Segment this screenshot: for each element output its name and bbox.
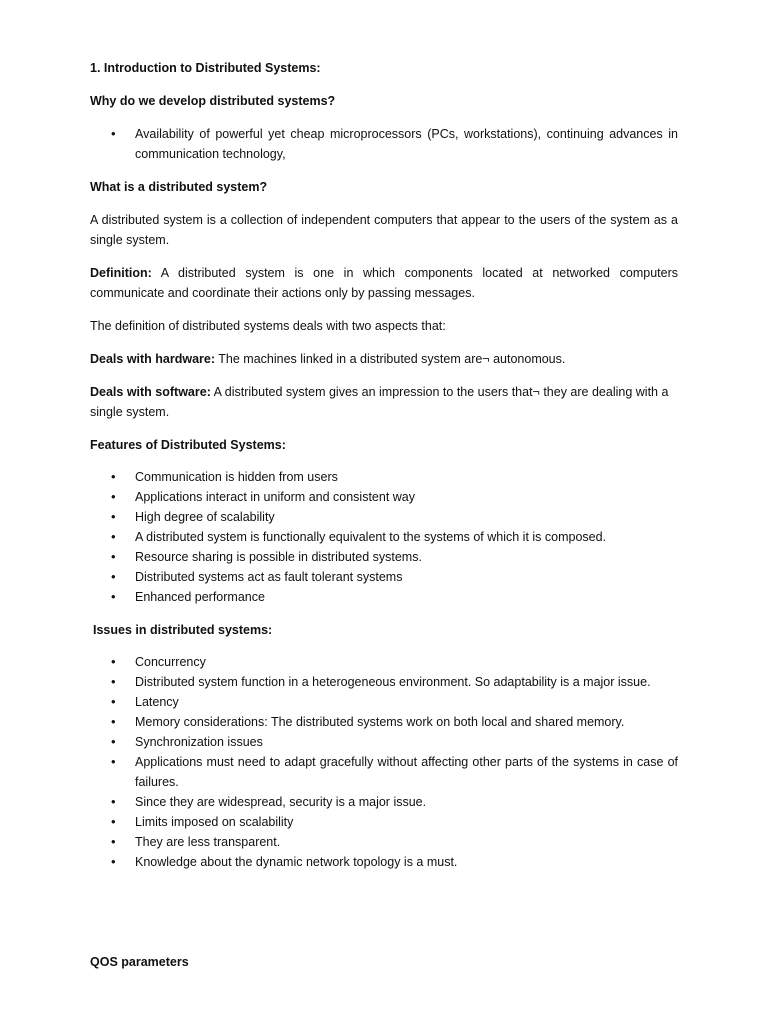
list-item-text: Distributed system function in a heterogeneous environment. So adaptability is a major issue. [135,675,651,689]
list-item [90,587,678,607]
issues-heading: Issues in distributed systems: [93,623,273,637]
issues-list [90,652,678,872]
bullet-icon: • [111,549,116,564]
software-label: Deals with software: [90,385,211,399]
qos-heading: QOS parameters [90,955,189,969]
features-heading: Features of Distributed Systems: [90,438,286,452]
why-list [90,124,678,164]
bullet-icon: • [111,509,116,524]
list-item-text: Distributed systems act as fault tolerant systems [135,570,403,584]
software-text: A distributed system gives an impression to the users that¬ they are dealing with a single system. [90,385,669,419]
list-item-text: High degree of scalability [135,510,275,524]
list-item [90,732,678,752]
bullet-icon: • [111,469,116,484]
list-item-text: Enhanced performance [135,590,265,604]
list-item [90,507,678,527]
list-item-text: Limits imposed on scalability [135,815,294,829]
bullet-icon: • [111,834,116,849]
list-item [90,692,678,712]
features-list [90,467,678,607]
definition-paragraph [90,263,678,303]
aspects-paragraph: The definition of distributed systems deals with two aspects that: [90,319,446,333]
section-title: 1. Introduction to Distributed Systems: [90,61,321,75]
bullet-icon: • [111,854,116,869]
software-paragraph [90,382,678,422]
list-item [90,547,678,567]
what-paragraph: A distributed system is a collection of independent computers that appear to the users of the system as a single system. [90,213,678,247]
bullet-icon: • [111,694,116,709]
bullet-icon: • [111,754,116,769]
list-item [90,652,678,672]
definition-text: A distributed system is one in which components located at networked computers communicate and coordinate their actions only by passing messages. [90,266,678,300]
list-item-text: Knowledge about the dynamic network topology is a must. [135,855,458,869]
list-item-text: Resource sharing is possible in distributed systems. [135,550,422,564]
list-item [90,467,678,487]
list-item-text: Synchronization issues [135,735,263,749]
list-item [90,792,678,812]
list-item-text: Applications interact in uniform and consistent way [135,490,416,504]
list-item-text: Since they are widespread, security is a major issue. [135,795,427,809]
bullet-icon: • [111,794,116,809]
bullet-icon: • [111,126,116,141]
list-item [90,527,678,547]
list-item-text: Applications must need to adapt gracefully without affecting other parts of the systems in case of failures. [135,755,678,789]
list-item-text: They are less transparent. [135,835,281,849]
list-item-text: Latency [135,695,179,709]
bullet-icon: • [111,569,116,584]
list-item [90,124,678,164]
bullet-icon: • [111,674,116,689]
hardware-label: Deals with hardware: [90,352,216,366]
hardware-paragraph [90,349,678,369]
list-item-text: Availability of powerful yet cheap microprocessors (PCs, workstations), continuing advances in communication technology, [135,127,678,161]
what-heading: What is a distributed system? [90,180,268,194]
list-item [90,487,678,507]
list-item-text: Communication is hidden from users [135,470,338,484]
list-item [90,672,678,692]
bullet-icon: • [111,714,116,729]
bullet-icon: • [111,529,116,544]
list-item [90,812,678,832]
list-item [90,567,678,587]
list-item-text: A distributed system is functionally equivalent to the systems of which it is composed. [135,530,607,544]
bullet-icon: • [111,814,116,829]
hardware-text: The machines linked in a distributed system are¬ autonomous. [215,352,566,366]
bullet-icon: • [111,734,116,749]
bullet-icon: • [111,589,116,604]
bullet-icon: • [111,654,116,669]
list-item-text: Concurrency [135,655,206,669]
list-item [90,712,678,732]
list-item [90,752,678,792]
definition-label: Definition: [90,266,152,280]
list-item [90,832,678,852]
why-heading: Why do we develop distributed systems? [90,94,336,108]
list-item [90,852,678,872]
bullet-icon: • [111,489,116,504]
list-item-text: Memory considerations: The distributed systems work on both local and shared memory. [135,715,625,729]
